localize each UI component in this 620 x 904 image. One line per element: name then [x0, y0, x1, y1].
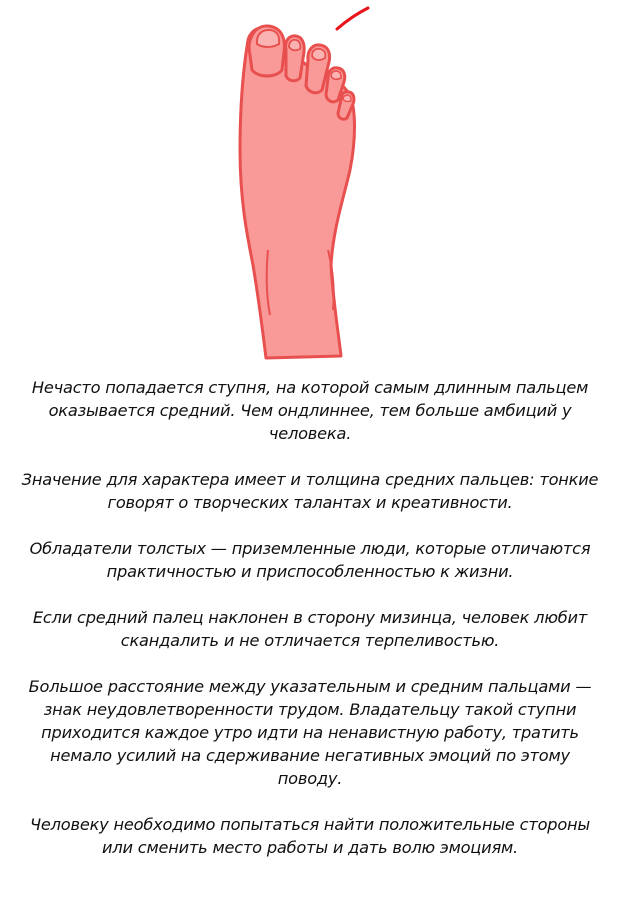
article-text: [20, 376, 600, 882]
toenail: [331, 71, 341, 79]
paragraph: Если средний палец наклонен в сторону мизинца, человек любит скандалить и не отличается терпеливостью.: [32, 608, 588, 650]
toenail: [257, 30, 279, 47]
marker-line: [337, 8, 368, 29]
toenail: [343, 95, 351, 102]
foot-illustration: [0, 0, 620, 365]
toenail: [289, 40, 300, 51]
paragraph: Нечасто попадается ступня, на которой самым длинным пальцем оказывается средний. Чем ондлиннее, тем больше амбиций у человека.: [31, 378, 589, 443]
paragraph: Большое расстояние между указательным и средним пальцами — знак неудовлетворенности трудом. Владательцу такой ступни приходится каждое утро идти на ненавистную работу, тратить немало усилий на сдерживание негативных эмоций по этому поводу.: [28, 677, 592, 788]
paragraph: Обладатели толстых — приземленные люди, которые отличаются практичностью и приспособленностью к жизни.: [29, 539, 591, 581]
paragraph: Значение для характера имеет и толщина средних пальцев: тонкие говорят о творческих талантах и креативности.: [21, 470, 599, 512]
toenail: [312, 49, 325, 60]
paragraph: Человеку необходимо попытаться найти положительные стороны или сменить место работы и дать волю эмоциям.: [29, 815, 591, 857]
